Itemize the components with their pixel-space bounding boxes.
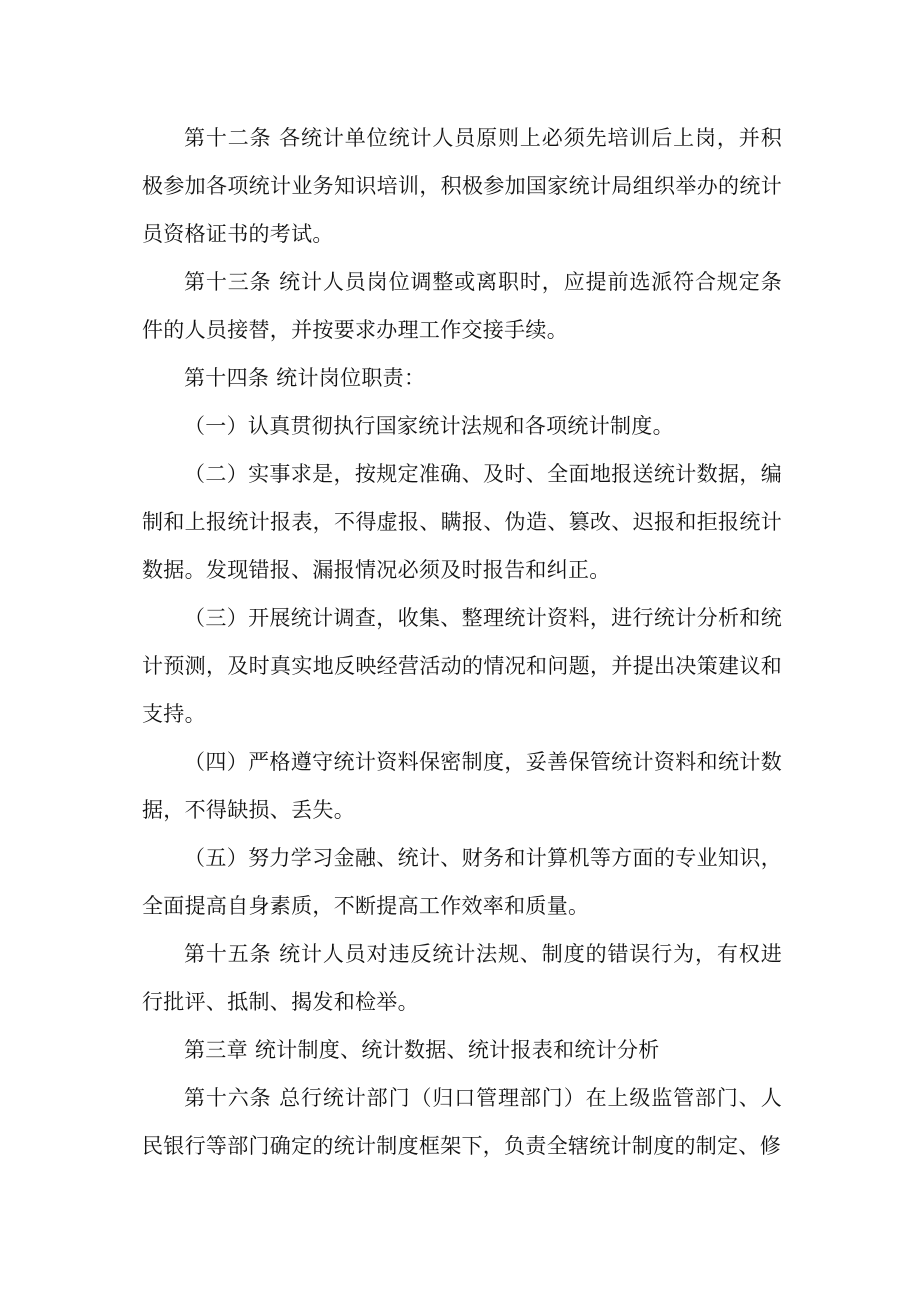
duty-item-4: （四）严格遵守统计资料保密制度，妥善保管统计资料和统计数据，不得缺损、丢失。 [142,750,782,822]
duty-item-3: （三）开展统计调查，收集、整理统计资料，进行统计分析和统计预测，及时真实地反映经营活动的情况和问题，并提出决策建议和支持。 [142,606,782,726]
article-14-heading: 第十四条 统计岗位职责： [184,366,426,390]
article-13-paragraph: 第十三条 统计人员岗位调整或离职时，应提前选派符合规定条件的人员接替，并按要求办理工作交接手续。 [142,270,782,342]
duty-item-1: （一）认真贯彻执行国家统计法规和各项统计制度。 [184,414,674,438]
article-16-paragraph: 第十六条 总行统计部门（归口管理部门）在上级监管部门、人民银行等部门确定的统计制度框架下，负责全辖统计制度的制定、修 [142,1086,782,1158]
duty-item-5: （五）努力学习金融、统计、财务和计算机等方面的专业知识，全面提高自身素质，不断提高工作效率和质量。 [142,846,782,918]
article-15-paragraph: 第十五条 统计人员对违反统计法规、制度的错误行为，有权进行批评、抵制、揭发和检举。 [142,942,782,1014]
chapter-3-heading: 第三章 统计制度、统计数据、统计报表和统计分析 [184,1038,660,1062]
document-page [142,114,782,1170]
duty-item-2: （二）实事求是，按规定准确、及时、全面地报送统计数据，编制和上报统计报表，不得虚报、瞒报、伪造、篡改、迟报和拒报统计数据。发现错报、漏报情况必须及时报告和纠正。 [142,462,782,582]
article-12-paragraph: 第十二条 各统计单位统计人员原则上必须先培训后上岗，并积极参加各项统计业务知识培训，积极参加国家统计局组织举办的统计员资格证书的考试。 [142,126,782,246]
